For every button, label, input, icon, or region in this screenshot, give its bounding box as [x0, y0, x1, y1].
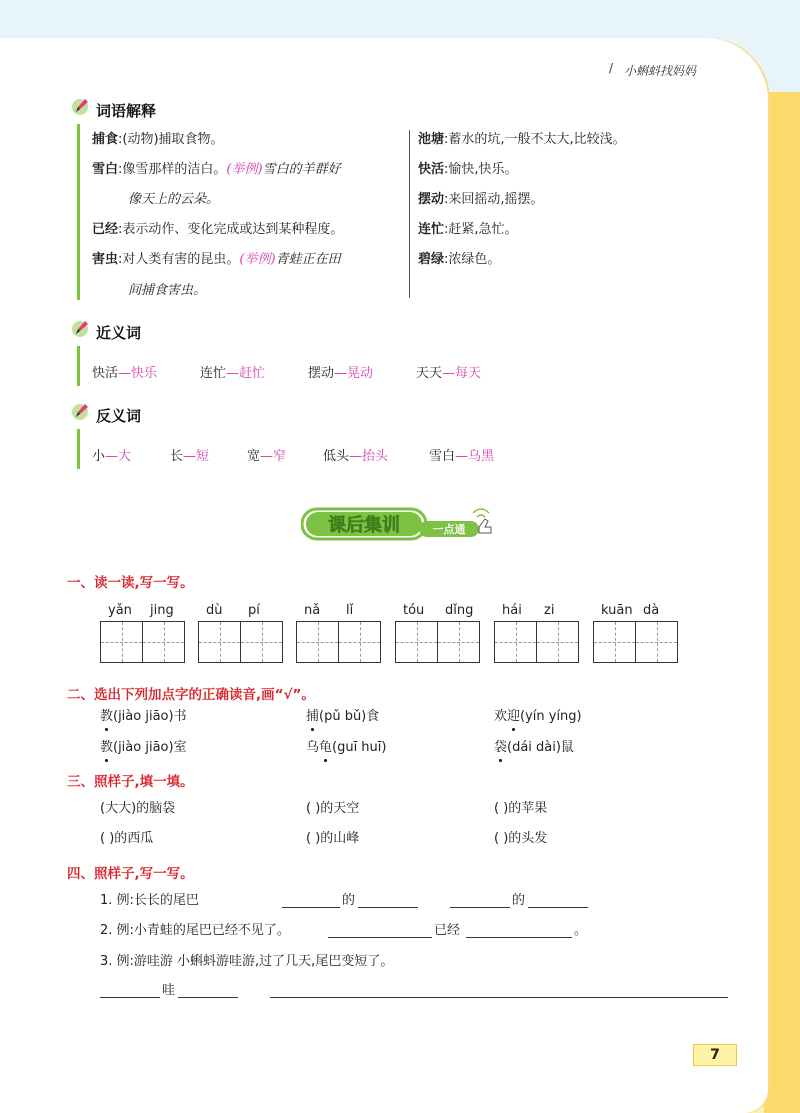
- antonym-pair: 长—短: [170, 449, 210, 464]
- answer-blank[interactable]: [450, 907, 510, 908]
- column-divider: [409, 130, 410, 298]
- vocab-entry: 快活:愉快,快乐。: [418, 162, 518, 177]
- pinyin-label: dà: [643, 603, 660, 618]
- pencil-icon: [70, 96, 90, 116]
- q3-item[interactable]: ( )的西瓜: [100, 831, 154, 846]
- pinyin-label: jing: [150, 603, 174, 618]
- q3-item[interactable]: ( )的天空: [306, 801, 360, 816]
- vocab-example-cont: 像天上的云朵。: [128, 192, 220, 207]
- answer-blank[interactable]: [100, 997, 160, 998]
- q2-item: 教(jiào jiāo)书: [100, 709, 187, 724]
- q4-wa: 哇: [162, 983, 176, 998]
- vocab-entry: 池塘:蓄水的坑,一般不太大,比较浅。: [418, 132, 626, 147]
- q2-item: 教(jiào jiāo)室: [100, 740, 187, 755]
- writing-box[interactable]: [338, 621, 381, 663]
- q4-de: 的: [512, 893, 526, 908]
- q4-item-3: 3. 例:游哇游 小蝌蚪游哇游,过了几天,尾巴变短了。: [100, 954, 394, 969]
- writing-box[interactable]: [536, 621, 579, 663]
- q2-item: 捕(pǔ bǔ)食: [306, 709, 380, 724]
- writing-box[interactable]: [100, 621, 143, 663]
- writing-box[interactable]: [198, 621, 241, 663]
- emphasis-dot: [105, 759, 108, 762]
- writing-box[interactable]: [593, 621, 636, 663]
- emphasis-dot: [512, 728, 515, 731]
- exercise-banner: [301, 503, 501, 545]
- antonyms-heading: 反义词: [96, 407, 142, 425]
- vocab-example-cont: 间捕食害虫。: [128, 283, 207, 298]
- pinyin-label: lǐ: [346, 603, 354, 618]
- synonym-pair: 连忙—赶忙: [200, 366, 266, 381]
- emphasis-dot: [324, 759, 327, 762]
- antonym-pair: 雪白—乌黑: [429, 449, 495, 464]
- header-title: 小蝌蚪找妈妈: [624, 64, 697, 78]
- q2-item: 乌龟(guī huī): [306, 740, 387, 755]
- pinyin-label: dǐng: [445, 603, 474, 618]
- q4-item-2: 2. 例:小青蛙的尾巴已经不见了。: [100, 923, 290, 938]
- vocab-entry: 连忙:赶紧,急忙。: [418, 222, 518, 237]
- vocab-entry: 害虫:对人类有害的昆虫。(举例)青蛙正在田: [92, 252, 341, 267]
- vocab-entry: 雪白:像雪那样的洁白。(举例)雪白的羊群好: [92, 162, 341, 177]
- answer-blank[interactable]: [528, 907, 588, 908]
- banner-subtitle: 一点通: [432, 523, 466, 536]
- writing-box[interactable]: [395, 621, 438, 663]
- q4-period: 。: [574, 923, 588, 938]
- vocab-heading: 词语解释: [96, 102, 157, 120]
- pinyin-label: dù: [206, 603, 223, 618]
- q1-title: 一、读一读,写一写。: [67, 575, 194, 591]
- pencil-icon: [70, 401, 90, 421]
- vocab-green-bar: [77, 124, 80, 300]
- writing-box[interactable]: [240, 621, 283, 663]
- q4-item-1: 1. 例:长长的尾巴: [100, 893, 199, 908]
- banner-title: 课后集训: [328, 515, 400, 536]
- synonyms-heading: 近义词: [96, 324, 142, 342]
- vocab-entry: 碧绿:浓绿色。: [418, 252, 501, 267]
- q3-item[interactable]: ( )的头发: [494, 831, 548, 846]
- vocab-entry: 摆动:来回摇动,摇摆。: [418, 192, 544, 207]
- synonym-pair: 天天—每天: [416, 366, 482, 381]
- q2-item: 欢迎(yín yíng): [494, 709, 582, 724]
- page-edge-stack: [764, 92, 800, 1113]
- writing-box[interactable]: [296, 621, 339, 663]
- q2-title: 二、选出下列加点字的正确读音,画“√”。: [67, 687, 315, 703]
- writing-box[interactable]: [437, 621, 480, 663]
- antonym-pair: 小—大: [92, 449, 132, 464]
- antonyms-green-bar: [77, 429, 80, 469]
- antonym-pair: 宽—窄: [247, 449, 287, 464]
- header-slash: /: [609, 61, 614, 75]
- q2-item: 袋(dái dài)鼠: [494, 740, 574, 755]
- synonym-pair: 摆动—晃动: [308, 366, 374, 381]
- writing-box[interactable]: [635, 621, 678, 663]
- emphasis-dot: [105, 728, 108, 731]
- vocab-entry: 已经:表示动作、变化完成或达到某种程度。: [92, 222, 344, 237]
- q4-de: 的: [342, 893, 356, 908]
- answer-blank[interactable]: [328, 937, 432, 938]
- answer-blank[interactable]: [358, 907, 418, 908]
- answer-blank[interactable]: [466, 937, 572, 938]
- synonyms-green-bar: [77, 346, 80, 386]
- pinyin-label: kuān: [601, 603, 633, 618]
- q3-item[interactable]: ( )的苹果: [494, 801, 548, 816]
- q4-yijing: 已经: [434, 923, 461, 938]
- pencil-icon: [70, 318, 90, 338]
- pinyin-label: yǎn: [108, 603, 132, 618]
- writing-box[interactable]: [494, 621, 537, 663]
- pinyin-label: nǎ: [304, 603, 321, 618]
- emphasis-dot: [311, 728, 314, 731]
- q3-title: 三、照样子,填一填。: [67, 774, 194, 790]
- pinyin-label: pí: [248, 603, 260, 618]
- vocab-entry: 捕食:(动物)捕取食物。: [92, 132, 224, 147]
- emphasis-dot: [499, 759, 502, 762]
- q4-title: 四、照样子,写一写。: [67, 866, 194, 882]
- page-number: 7: [693, 1044, 737, 1066]
- pinyin-label: tóu: [403, 603, 425, 618]
- answer-blank[interactable]: [178, 997, 238, 998]
- q3-item[interactable]: ( )的山峰: [306, 831, 360, 846]
- pinyin-label: hái: [502, 603, 522, 618]
- q3-item: (大大)的脑袋: [100, 801, 176, 816]
- answer-blank[interactable]: [282, 907, 340, 908]
- antonym-pair: 低头—抬头: [323, 449, 389, 464]
- pinyin-label: zi: [544, 603, 555, 618]
- synonym-pair: 快活—快乐: [92, 366, 158, 381]
- writing-box[interactable]: [142, 621, 185, 663]
- answer-blank[interactable]: [270, 997, 728, 998]
